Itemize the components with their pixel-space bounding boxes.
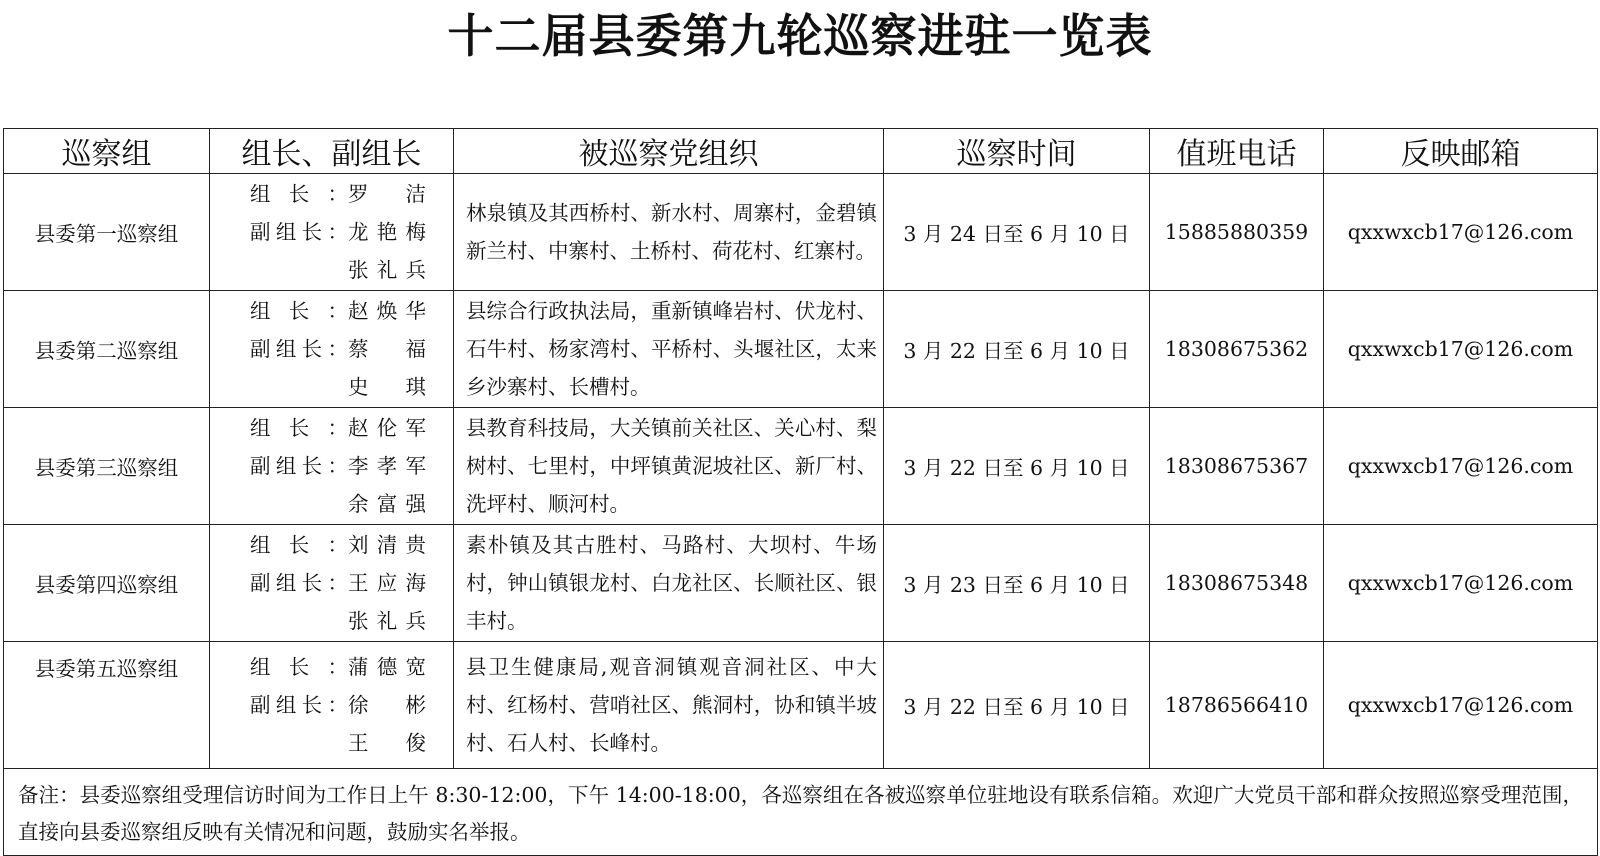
deputy-name: 龙艳梅	[348, 220, 426, 244]
header-group: 巡察组	[4, 129, 210, 174]
leader-name: 蒲德宽	[348, 655, 426, 679]
deputy-name: 蔡福	[348, 337, 426, 361]
deputy-name: 余富强	[348, 492, 426, 516]
email-cell: qxxwxcb17@126.com	[1324, 525, 1598, 642]
leaders-cell	[210, 174, 454, 291]
leader-name: 刘清贵	[348, 533, 426, 557]
header-leaders: 组长、副组长	[210, 129, 454, 174]
email-cell: qxxwxcb17@126.com	[1324, 408, 1598, 525]
group-cell: 县委第二巡察组	[4, 291, 210, 408]
leaders-cell	[210, 408, 454, 525]
phone-cell: 18308675362	[1150, 291, 1324, 408]
leader-role: 组长：	[250, 182, 348, 206]
email-cell: qxxwxcb17@126.com	[1324, 291, 1598, 408]
leader-role: 组长：	[250, 299, 348, 323]
time-cell: 3 月 23 日至 6 月 10 日	[884, 525, 1150, 642]
group-cell: 县委第五巡察组	[4, 642, 210, 769]
deputy-name: 徐彬	[348, 693, 426, 717]
header-orgs: 被巡察党组织	[454, 129, 884, 174]
deputy-name: 王应海	[348, 571, 426, 595]
document-title: 十二届县委第九轮巡察进驻一览表	[447, 9, 1153, 63]
deputy-role: 副组长：	[250, 693, 348, 717]
table-row	[4, 174, 1598, 291]
phone-cell: 15885880359	[1150, 174, 1324, 291]
group-cell: 县委第三巡察组	[4, 408, 210, 525]
table-row	[4, 408, 1598, 525]
orgs-cell: 县综合行政执法局，重新镇峰岩村、伏龙村、石牛村、杨家湾村、平桥村、头堰社区，太来乡沙寨村、长槽村。	[454, 291, 884, 408]
time-cell: 3 月 22 日至 6 月 10 日	[884, 642, 1150, 769]
deputy-name: 张礼兵	[348, 609, 426, 633]
deputy-name: 史琪	[348, 375, 426, 399]
header-email: 反映邮箱	[1324, 129, 1598, 174]
leader-name: 罗洁	[348, 182, 426, 206]
orgs-cell: 县教育科技局，大关镇前关社区、关心村、梨树村、七里村，中坪镇黄泥坡社区、新厂村、洗坪村、顺河村。	[454, 408, 884, 525]
table-row	[4, 642, 1598, 769]
orgs-cell: 素朴镇及其古胜村、马路村、大坝村、牛场村，钟山镇银龙村、白龙社区、长顺社区、银丰村。	[454, 525, 884, 642]
deputy-name: 李孝军	[348, 454, 426, 478]
leader-role: 组长：	[250, 533, 348, 557]
leaders-cell	[210, 525, 454, 642]
note-text: 备注：县委巡察组受理信访时间为工作日上午 8:30-12:00，下午 14:00-18:00，各巡察组在各被巡察单位驻地设有联系信箱。欢迎广大党员干部和群众按照巡察受理范围，直接向县委巡察组反映有关情况和问题，鼓励实名举报。	[4, 769, 1598, 856]
phone-cell: 18308675348	[1150, 525, 1324, 642]
note-row	[4, 769, 1598, 856]
table-row	[4, 525, 1598, 642]
time-cell: 3 月 24 日至 6 月 10 日	[884, 174, 1150, 291]
table-row	[4, 291, 1598, 408]
leader-role: 组长：	[250, 655, 348, 679]
leaders-cell	[210, 642, 454, 769]
leader-name: 赵焕华	[348, 299, 426, 323]
table-header-row	[4, 129, 1598, 174]
leaders-cell	[210, 291, 454, 408]
group-cell: 县委第一巡察组	[4, 174, 210, 291]
leader-name: 赵伦军	[348, 416, 426, 440]
phone-cell: 18786566410	[1150, 642, 1324, 769]
email-cell: qxxwxcb17@126.com	[1324, 642, 1598, 769]
deputy-name: 张礼兵	[348, 258, 426, 282]
time-cell: 3 月 22 日至 6 月 10 日	[884, 291, 1150, 408]
time-cell: 3 月 22 日至 6 月 10 日	[884, 408, 1150, 525]
header-phone: 值班电话	[1150, 129, 1324, 174]
header-time: 巡察时间	[884, 129, 1150, 174]
deputy-role: 副组长：	[250, 337, 348, 361]
deputy-role: 副组长：	[250, 454, 348, 478]
group-cell: 县委第四巡察组	[4, 525, 210, 642]
deputy-name: 王俊	[348, 731, 426, 755]
inspection-table	[3, 128, 1598, 856]
deputy-role: 副组长：	[250, 571, 348, 595]
email-cell: qxxwxcb17@126.com	[1324, 174, 1598, 291]
orgs-cell: 县卫生健康局,观音洞镇观音洞社区、中大村、红杨村、营哨社区、熊洞村，协和镇半坡村、石人村、长峰村。	[454, 642, 884, 769]
leader-role: 组长：	[250, 416, 348, 440]
orgs-cell: 林泉镇及其西桥村、新水村、周寨村，金碧镇新兰村、中寨村、土桥村、荷花村、红寨村。	[454, 174, 884, 291]
phone-cell: 18308675367	[1150, 408, 1324, 525]
deputy-role: 副组长：	[250, 220, 348, 244]
